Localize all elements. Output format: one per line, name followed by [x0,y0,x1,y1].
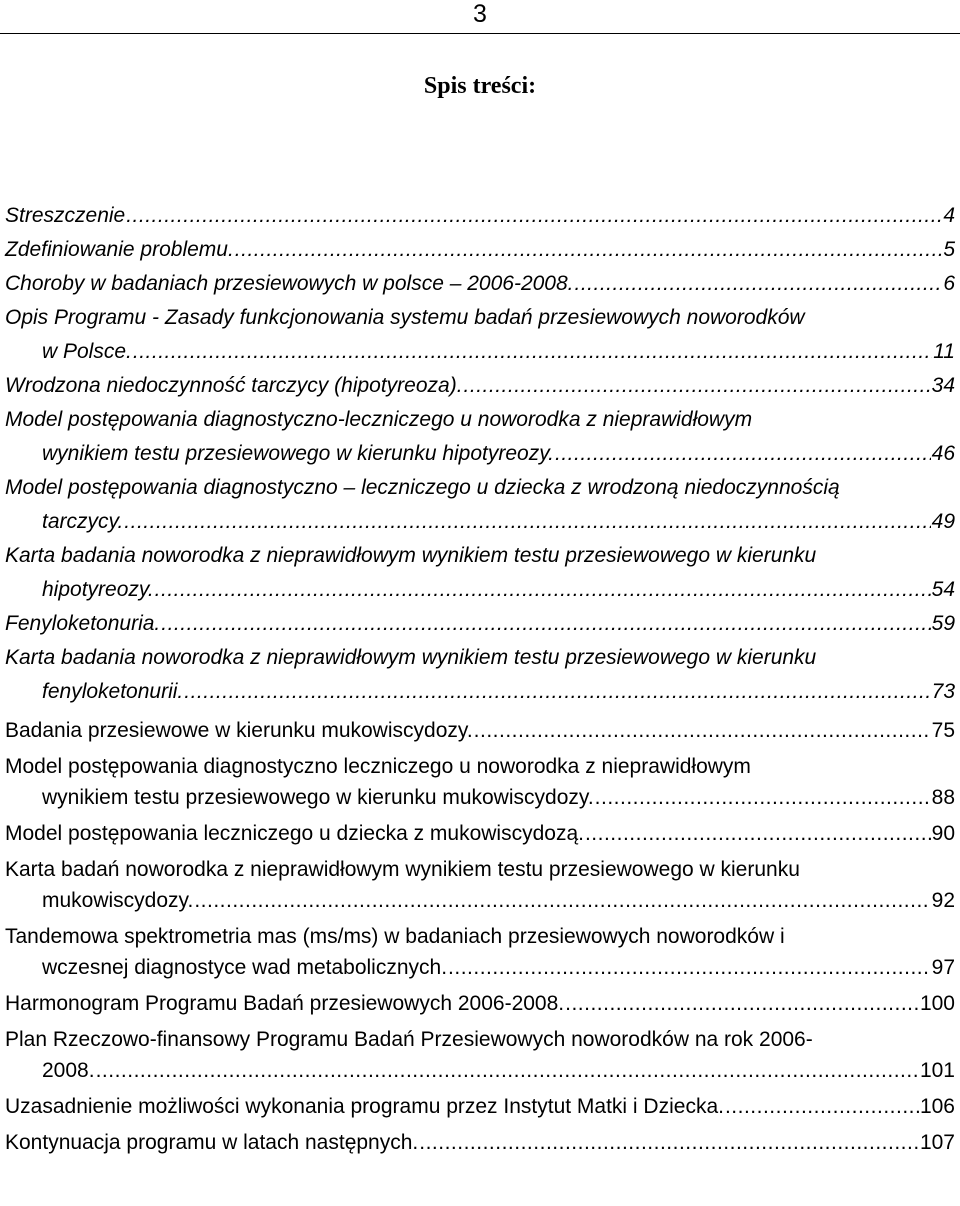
toc-entry-line [5,988,955,1019]
dot-leader [96,1055,919,1086]
toc-entry-text: 2008. [42,1059,95,1082]
toc-entry-text: Model postępowania leczniczego u dziecka z mukowiscydozą. [5,822,584,845]
toc-entry-line [5,471,955,505]
toc-entry-text: wynikiem testu przesiewowego w kierunku mukowiscydozy. [42,786,594,809]
dot-leader [194,885,930,916]
toc-entry[interactable] [5,751,955,813]
toc-entry-line [5,885,955,916]
table-of-contents [5,199,955,1163]
toc-entry[interactable] [5,921,955,983]
toc-page-number: 106 [919,1095,955,1118]
toc-entry[interactable] [5,607,955,641]
toc-entry-line [5,607,955,641]
dot-leader [725,1091,919,1122]
dot-leader [585,818,931,849]
toc-entry-text: Model postępowania diagnostyczno – leczniczego u dziecka z wrodzoną niedoczynnością [5,476,840,499]
toc-entry[interactable] [5,715,955,746]
toc-page-number: 107 [919,1131,955,1154]
toc-page-number: 97 [931,956,955,979]
toc-entry[interactable] [5,301,955,369]
toc-entry-line [5,782,955,813]
dot-leader [235,233,943,267]
toc-entry-line [5,1091,955,1122]
toc-entry-line [5,369,955,403]
toc-page-number: 75 [931,719,955,742]
toc-entry-line [5,952,955,983]
toc-entry-text: tarczycy. [42,510,124,533]
toc-page-number: 92 [931,889,955,912]
toc-entry[interactable] [5,988,955,1019]
toc-entry[interactable] [5,471,955,539]
dot-leader [126,199,942,233]
toc-entry-text: Karta badań noworodka z nieprawidłowym wynikiem testu przesiewowego w kierunku [5,858,800,881]
toc-entry-text: Karta badania noworodka z nieprawidłowym wynikiem testu przesiewowego w kierunku [5,544,817,567]
toc-entry[interactable] [5,854,955,916]
toc-entry[interactable] [5,641,955,709]
toc-page-number: 101 [919,1059,955,1082]
toc-group-italic [5,199,955,709]
toc-entry-text: Model postępowania diagnostyczno-leczniczego u noworodka z nieprawidłowym [5,408,753,431]
dot-leader [565,988,919,1019]
toc-entry-text: mukowiscydozy. [42,889,194,912]
toc-entry-text: wynikiem testu przesiewowego w kierunku hipotyreozy. [42,442,554,465]
toc-entry-text: Opis Programu - Zasady funkcjonowania systemu badań przesiewowych noworodków [5,306,805,329]
toc-entry-line [5,921,955,952]
toc-page-number: 4 [943,204,955,227]
toc-entry-line [5,818,955,849]
toc-entry[interactable] [5,1024,955,1086]
dot-leader [419,1127,919,1158]
toc-entry-text: fenyloketonurii. [42,680,184,703]
toc-entry-text: Model postępowania diagnostyczno leczniczego u noworodka z nieprawidłowym [5,755,751,778]
toc-entry-text: wczesnej diagnostyce wad metabolicznych. [42,956,448,979]
toc-entry-line [5,1024,955,1055]
page-number: 3 [473,0,487,28]
toc-entry-text: Wrodzona niedoczynność tarczycy (hipotyreoza). [5,374,463,397]
header-divider [0,33,960,34]
toc-entry-text: Karta badania noworodka z nieprawidłowym wynikiem testu przesiewowego w kierunku [5,646,817,669]
toc-entry-text: Harmonogram Programu Badań przesiewowych 2006-2008. [5,992,565,1015]
toc-entry-text: Streszczenie [5,204,126,227]
toc-entry[interactable] [5,1127,955,1158]
toc-page-number: 49 [931,510,955,533]
toc-entry-text: Kontynuacja programu w latach następnych. [5,1131,419,1154]
toc-entry[interactable] [5,267,955,301]
dot-leader [555,437,931,471]
toc-entry-text: Uzasadnienie możliwości wykonania programu przez Instytut Matki i Dziecka. [5,1095,724,1118]
toc-entry-text: Choroby w badaniach przesiewowych w polsce – 2006-2008. [5,272,574,295]
toc-entry-line [5,751,955,782]
toc-entry-line [5,715,955,746]
toc-entry-line [5,1055,955,1086]
toc-entry-line [5,199,955,233]
toc-entry[interactable] [5,233,955,267]
dot-leader [124,505,930,539]
toc-page-number: 34 [931,374,955,397]
toc-entry-text: hipotyreozy. [42,578,154,601]
toc-page-number: 5 [943,238,955,261]
dot-leader [161,607,930,641]
toc-entry-line [5,233,955,267]
toc-entry-line [5,641,955,675]
toc-entry[interactable] [5,369,955,403]
dot-leader [464,369,931,403]
toc-title: Spis treści: [423,73,537,99]
toc-entry-line [5,505,955,539]
toc-page-number: 73 [931,680,955,703]
toc-entry-text: Zdefiniowanie problemu. [5,238,234,261]
toc-entry[interactable] [5,199,955,233]
toc-entry-line [5,539,955,573]
dot-leader [184,675,930,709]
toc-page-number: 6 [943,272,955,295]
toc-entry-line [5,675,955,709]
toc-page-number: 46 [931,442,955,465]
toc-page-number: 59 [931,612,955,635]
toc-entry-text: w Polsce. [42,340,132,363]
toc-entry-text: Badania przesiewowe w kierunku mukowiscydozy. [5,719,473,742]
toc-entry[interactable] [5,539,955,607]
toc-group-regular [5,715,955,1158]
toc-entry-line [5,437,955,471]
dot-leader [133,335,932,369]
dot-leader [448,952,931,983]
toc-entry-line [5,854,955,885]
toc-page-number: 100 [919,992,955,1015]
toc-entry-line [5,573,955,607]
toc-entry-line [5,301,955,335]
toc-entry-text: Tandemowa spektrometria mas (ms/ms) w badaniach przesiewowych noworodków i [5,925,785,948]
toc-page-number: 90 [931,822,955,845]
toc-entry[interactable] [5,1091,955,1122]
toc-entry[interactable] [5,403,955,471]
toc-entry-line [5,267,955,301]
dot-leader [595,782,931,813]
toc-entry-text: Fenyloketonuria. [5,612,161,635]
toc-page-number: 11 [933,340,955,363]
toc-page-number: 88 [931,786,955,809]
toc-entry-text: Plan Rzeczowo-finansowy Programu Badań Przesiewowych noworodków na rok 2006- [5,1028,813,1051]
toc-entry[interactable] [5,818,955,849]
toc-entry-line [5,335,955,369]
toc-entry-line [5,403,955,437]
toc-entry-line [5,1127,955,1158]
dot-leader [575,267,943,301]
toc-page-number: 54 [931,578,955,601]
dot-leader [155,573,931,607]
dot-leader [474,715,931,746]
